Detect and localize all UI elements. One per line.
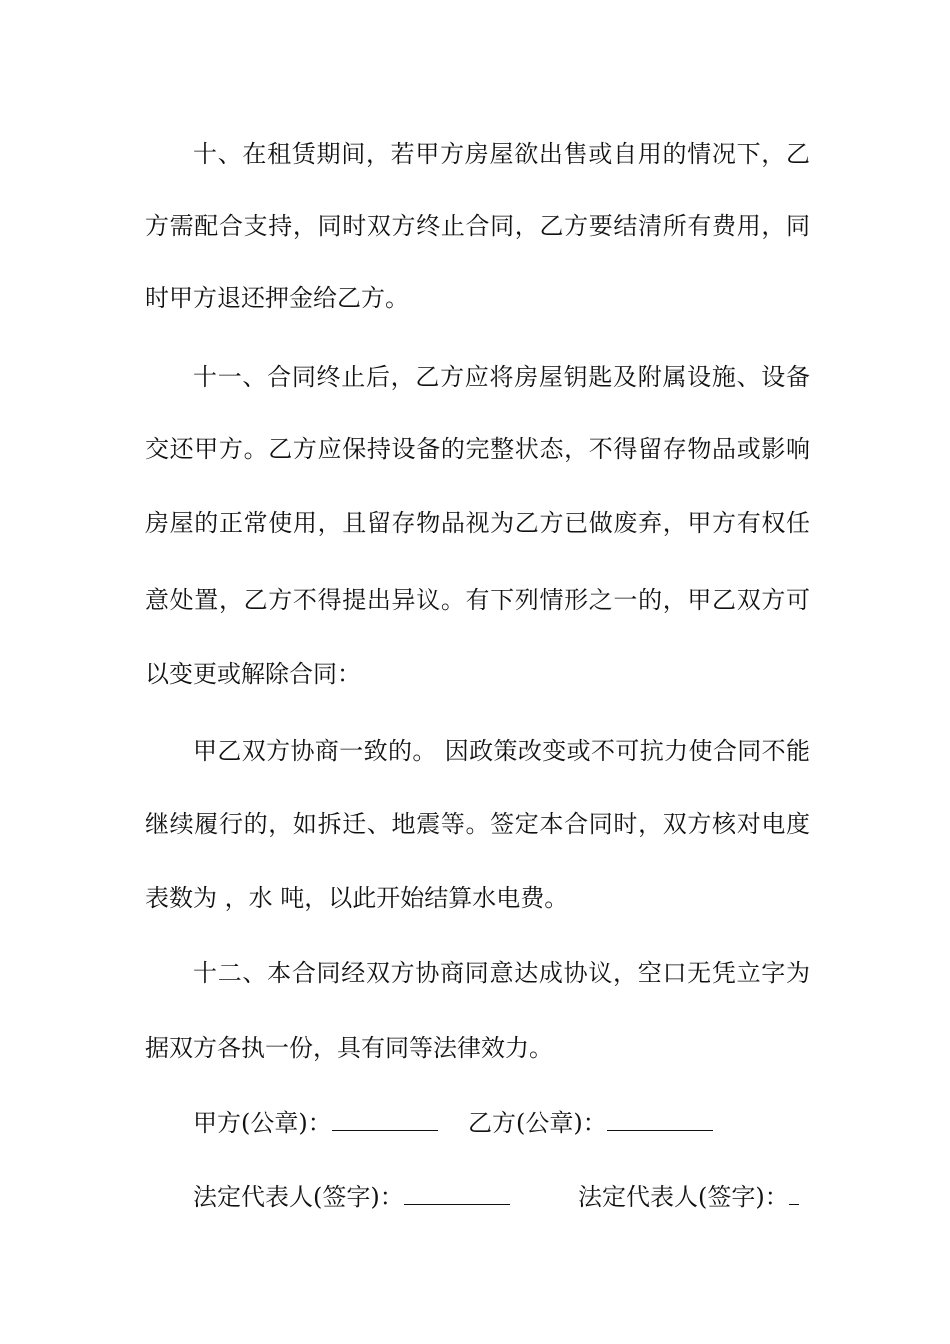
party-a-seal-label: 甲方(公章)： <box>193 1109 332 1137</box>
clause-11b-line-2: 继续履行的，如拆迁、地震等。签定本合同时，双方核对电度 <box>145 810 810 838</box>
clause-12-line-2: 据双方各执一份，具有同等法律效力。 <box>145 1034 553 1062</box>
legal-rep-b-row <box>578 1180 799 1214</box>
clause-11-line-4: 意处置，乙方不得提出异议。有下列情形之一的，甲乙双方可 <box>145 586 810 614</box>
legal-rep-a-blank[interactable] <box>404 1182 510 1205</box>
party-a-seal-row <box>193 1106 438 1140</box>
legal-rep-a-row <box>193 1180 510 1214</box>
clause-11b-line-1: 甲乙双方协商一致的。 因政策改变或不可抗力使合同不能 <box>193 737 810 765</box>
party-a-seal-blank[interactable] <box>332 1108 438 1131</box>
legal-rep-b-label: 法定代表人(签字)： <box>578 1183 789 1211</box>
party-b-seal-blank[interactable] <box>607 1108 713 1131</box>
clause-11-line-5: 以变更或解除合同： <box>145 660 361 688</box>
legal-rep-a-label: 法定代表人(签字)： <box>193 1183 404 1211</box>
clause-10-line-2: 方需配合支持，同时双方终止合同，乙方要结清所有费用，同 <box>145 212 810 240</box>
clause-11-line-3: 房屋的正常使用，且留存物品视为乙方已做废弃，甲方有权任 <box>145 509 810 537</box>
party-b-seal-row <box>468 1106 713 1140</box>
clause-11b-line-3: 表数为 ，水 吨，以此开始结算水电费。 <box>145 884 569 912</box>
clause-11-line-1: 十一、合同终止后，乙方应将房屋钥匙及附属设施、设备 <box>193 363 810 391</box>
clause-12-line-1: 十二、本合同经双方协商同意达成协议，空口无凭立字为 <box>193 959 810 987</box>
clause-10-line-3: 时甲方退还押金给乙方。 <box>145 284 409 312</box>
legal-rep-b-blank[interactable] <box>789 1182 799 1205</box>
clause-10-line-1: 十、在租赁期间，若甲方房屋欲出售或自用的情况下，乙 <box>193 140 810 168</box>
clause-11-line-2: 交还甲方。乙方应保持设备的完整状态，不得留存物品或影响 <box>145 435 810 463</box>
party-b-seal-label: 乙方(公章)： <box>468 1109 607 1137</box>
